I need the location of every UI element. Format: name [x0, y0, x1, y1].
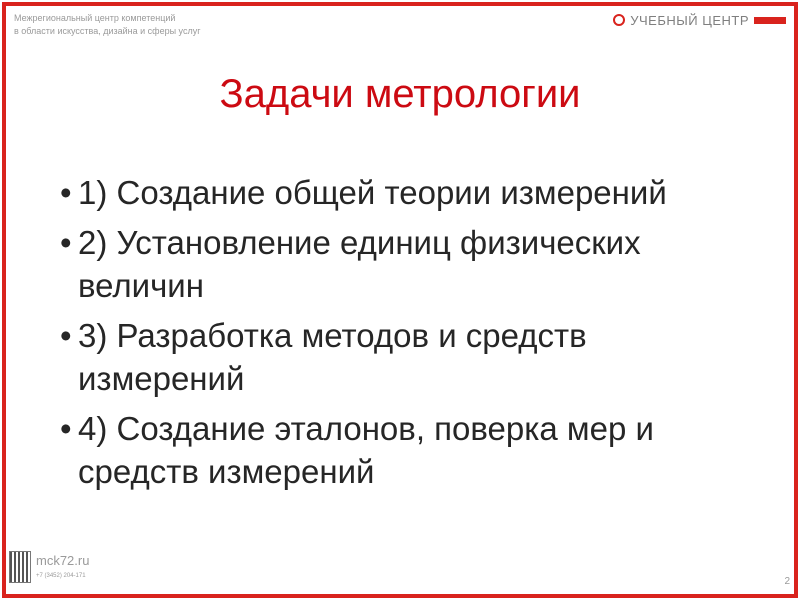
- training-center-logo: [613, 10, 786, 30]
- task-text: 4) Создание эталонов, поверка мер и средств измерений: [78, 410, 654, 490]
- task-text: 3) Разработка методов и средств измерений: [78, 317, 587, 397]
- organization-name: [14, 12, 254, 38]
- logo-circle-icon: [613, 14, 625, 26]
- organization-name-line-1: Межрегиональный центр компетенций: [14, 13, 176, 23]
- task-text: 2) Установление единиц физических величин: [78, 224, 641, 304]
- task-list-item: [58, 171, 758, 214]
- bullet-marker: •: [60, 174, 72, 211]
- logo-badge: [754, 17, 786, 24]
- task-list-item: [58, 407, 758, 493]
- bullet-marker: •: [60, 317, 72, 354]
- page-number: 2: [784, 576, 790, 587]
- qr-code-icon: [10, 552, 30, 582]
- task-list-item: [58, 314, 758, 400]
- task-text: 1) Создание общей теории измерений: [78, 174, 667, 211]
- footer-phone: +7 (3452) 204-171: [36, 573, 86, 579]
- organization-name-line-2: в области искусства, дизайна и сферы услуг: [14, 26, 201, 36]
- logo-text: УЧЕБНЫЙ ЦЕНТР: [630, 12, 749, 28]
- task-list-item: [58, 221, 758, 307]
- metrology-tasks-list: [58, 171, 758, 500]
- bullet-marker: •: [60, 224, 72, 261]
- slide-title: Задачи метрологии: [219, 72, 581, 116]
- footer-website: mck72.ru: [36, 553, 90, 568]
- bullet-marker: •: [60, 410, 72, 447]
